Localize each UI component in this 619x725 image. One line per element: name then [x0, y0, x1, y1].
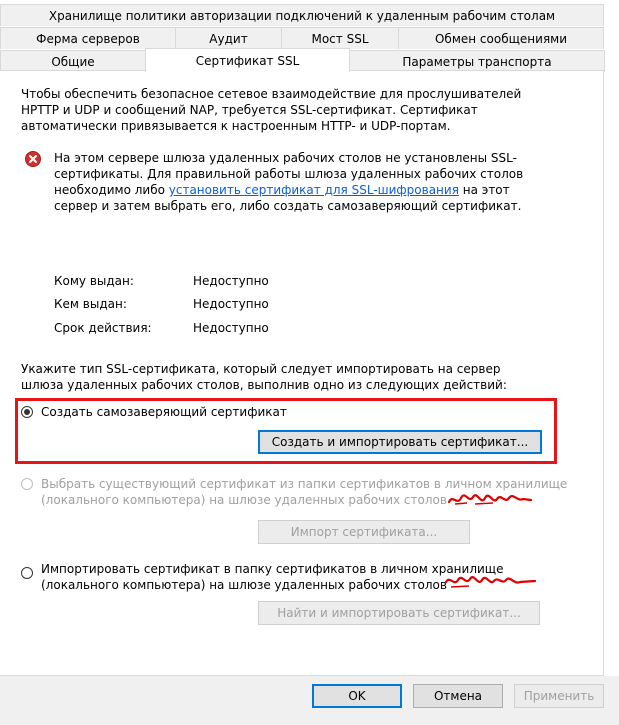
tab-authorization-policy-store[interactable]: [0, 4, 604, 26]
error-line-4: сервер и затем выбрать его, либо создать самозаверяющий сертификат.: [54, 199, 522, 213]
error-line-3: [54, 182, 510, 198]
tab-label: Общие: [51, 54, 95, 69]
existing-certificate-line-2: (локального компьютера) на шлюзе удаленных рабочих столов: [41, 493, 447, 507]
import-to-store-radio[interactable]: [21, 567, 33, 579]
tab-transport-settings[interactable]: [349, 50, 605, 72]
find-import-certificate-button[interactable]: Найти и импортировать сертификат...: [258, 601, 540, 625]
create-import-certificate-button[interactable]: Создать и импортировать сертификат...: [258, 430, 542, 454]
issued-by-value: Недоступно: [193, 297, 269, 311]
tab-label: Аудит: [209, 31, 248, 46]
tab-messaging[interactable]: [398, 27, 604, 49]
scribble-annotation-2: [443, 572, 538, 592]
instructions-line-2: шлюза удаленных рабочих столов, выполнив одно из следующих действий:: [21, 378, 507, 392]
existing-certificate-radio[interactable]: [21, 478, 33, 490]
tab-label: Параметры транспорта: [402, 54, 552, 69]
expiration-label: Срок действия:: [54, 321, 152, 335]
tab-label: Ферма серверов: [36, 31, 140, 46]
tab-row-3: [0, 50, 604, 72]
self-signed-radio[interactable]: [21, 406, 33, 418]
install-certificate-link[interactable]: установить сертификат для SSL-шифрования: [168, 183, 459, 197]
import-to-store-line-2[interactable]: (локального компьютера) на шлюзе удаленных рабочих столов: [41, 578, 447, 592]
error-line-3-post: на этот: [458, 183, 510, 197]
intro-line-3: автоматически привязывается к настроенным HTTP- и UDP-портам.: [21, 119, 451, 133]
intro-line-1: Чтобы обеспечить безопасное сетевое взаимодействие для прослушивателей: [21, 87, 522, 101]
error-line-2: сертификаты. Для правильной работы шлюза удаленных рабочих столов: [54, 167, 524, 181]
import-certificate-button[interactable]: Импорт сертификата...: [258, 520, 470, 544]
error-line-3-pre: необходимо либо: [54, 183, 169, 197]
tab-ssl-bridge[interactable]: [281, 27, 399, 49]
tab-server-farm[interactable]: [0, 27, 176, 49]
import-to-store-line-1[interactable]: Импортировать сертификат в папку сертификатов в личном хранилище: [41, 562, 504, 576]
tab-label: Хранилище политики авторизации подключений к удаленным рабочим столам: [48, 8, 556, 23]
issued-to-label: Кому выдан:: [54, 274, 134, 288]
cancel-button[interactable]: Отмена: [413, 684, 503, 708]
issued-by-label: Кем выдан:: [54, 297, 127, 311]
scribble-annotation-1: [445, 490, 535, 510]
tab-audit[interactable]: [175, 27, 282, 49]
error-line-1: На этом сервере шлюза удаленных рабочих столов не установлены SSL-: [54, 151, 517, 165]
ok-button[interactable]: OK: [312, 684, 402, 708]
self-signed-label[interactable]: Создать самозаверяющий сертификат: [41, 405, 287, 419]
tab-label: Сертификат SSL: [195, 53, 300, 68]
error-icon: [25, 151, 41, 167]
tab-ssl-certificate[interactable]: [145, 48, 350, 72]
tab-row-1: [0, 4, 603, 26]
existing-certificate-line-1: Выбрать существующий сертификат из папки сертификатов в личном хранилище: [41, 477, 568, 491]
right-edge: [605, 0, 619, 725]
tab-general[interactable]: [0, 50, 146, 72]
instructions-line-1: Укажите тип SSL-сертификата, который следует импортировать на сервер: [21, 362, 501, 376]
tab-label: Мост SSL: [311, 31, 369, 46]
apply-button[interactable]: Применить: [514, 684, 604, 708]
intro-line-2: HPTTP и UDP и сообщений NAP, требуется SSL-сертификат. Сертификат: [21, 103, 478, 117]
issued-to-value: Недоступно: [193, 274, 269, 288]
expiration-value: Недоступно: [193, 321, 269, 335]
tab-row-2: [0, 27, 603, 49]
tab-label: Обмен сообщениями: [434, 31, 568, 46]
